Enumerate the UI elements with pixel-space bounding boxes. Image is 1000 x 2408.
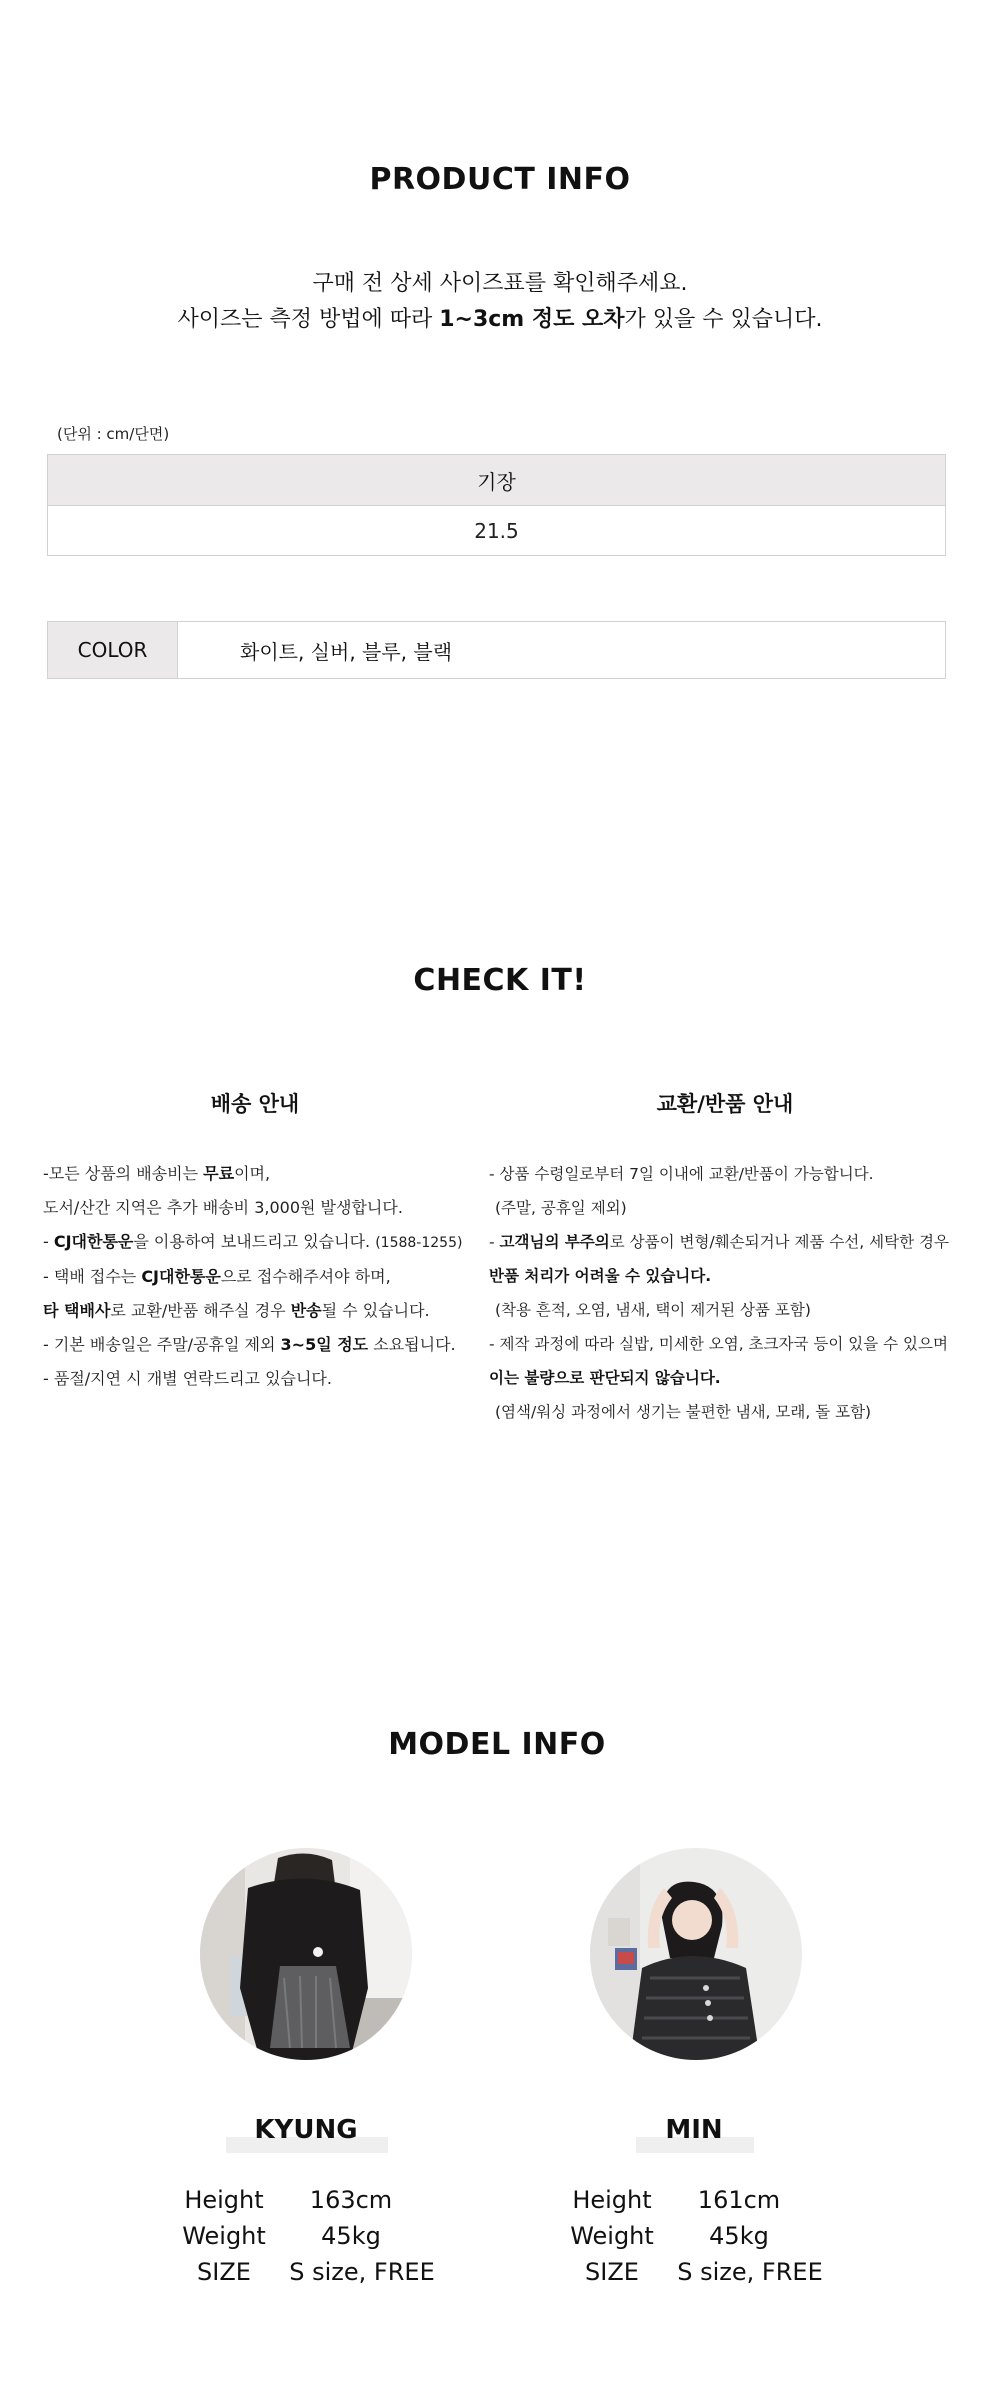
model-photo-kyung-image xyxy=(200,1848,412,2060)
size-value: S size, FREE xyxy=(289,2258,435,2286)
returns-line: - 상품 수령일로부터 7일 이내에 교환/반품이 가능합니다. xyxy=(489,1165,874,1183)
weight-value: 45kg xyxy=(321,2222,381,2250)
model-name: KYUNG xyxy=(254,2115,358,2145)
product-info-title: PRODUCT INFO xyxy=(369,162,631,197)
size-notice-line1: 구매 전 상세 사이즈표를 확인해주세요. xyxy=(312,271,688,296)
model-stats-kyung xyxy=(172,2182,448,2290)
shipping-line: - 품절/지연 시 개별 연락드리고 있습니다. xyxy=(43,1369,332,1388)
unit-label: (단위 : cm/단면) xyxy=(57,425,170,443)
height-label: Height xyxy=(184,2186,264,2214)
size-table xyxy=(47,454,946,556)
size-notice xyxy=(0,266,1000,338)
color-label: COLOR xyxy=(48,622,178,678)
model-info-title: MODEL INFO xyxy=(388,1727,606,1762)
model-photo-min xyxy=(590,1848,802,2060)
shipping-info xyxy=(43,1157,462,1396)
model-name-wrap xyxy=(206,2115,406,2145)
color-row xyxy=(47,621,946,679)
size-header-length: 기장 xyxy=(48,455,945,506)
size-value: S size, FREE xyxy=(677,2258,823,2286)
returns-heading: 교환/반품 안내 xyxy=(656,1092,794,1116)
size-label: SIZE xyxy=(585,2258,639,2286)
color-options: 화이트, 실버, 블루, 블랙 xyxy=(240,639,453,664)
shipping-line: - CJ대한통운을 이용하여 보내드리고 있습니다. (1588-1255) xyxy=(43,1232,463,1251)
model-name: MIN xyxy=(665,2115,723,2145)
shipping-line: -모든 상품의 배송비는 무료이며, xyxy=(43,1164,271,1183)
size-value-length: 21.5 xyxy=(474,518,519,543)
model-stats-min xyxy=(560,2182,836,2290)
model-photo-kyung xyxy=(200,1848,412,2060)
shipping-line: - 택배 접수는 CJ대한통운으로 접수해주셔야 하며, xyxy=(43,1267,391,1286)
returns-line: - 고객님의 부주의로 상품이 변형/훼손되거나 제품 수선, 세탁한 경우 xyxy=(489,1233,949,1251)
shipping-line: - 기본 배송일은 주말/공휴일 제외 3~5일 정도 소요됩니다. xyxy=(43,1335,456,1354)
shipping-line: 타 택배사로 교환/반품 해주실 경우 반송될 수 있습니다. xyxy=(43,1301,430,1320)
check-it-title: CHECK IT! xyxy=(413,963,587,998)
model-photo-min-image xyxy=(590,1848,802,2060)
weight-label: Weight xyxy=(570,2222,654,2250)
returns-info xyxy=(489,1157,949,1429)
size-label: SIZE xyxy=(197,2258,251,2286)
returns-line: (주말, 공휴일 제외) xyxy=(495,1199,627,1217)
height-label: Height xyxy=(572,2186,652,2214)
returns-line: 반품 처리가 어려울 수 있습니다. xyxy=(489,1267,712,1285)
height-value: 163cm xyxy=(309,2186,393,2214)
height-value: 161cm xyxy=(697,2186,781,2214)
size-notice-line2: 사이즈는 측정 방법에 따라 1~3cm 정도 오차가 있을 수 있습니다. xyxy=(177,307,823,332)
shipping-line: 도서/산간 지역은 추가 배송비 3,000원 발생합니다. xyxy=(43,1198,403,1217)
returns-line: (착용 흔적, 오염, 냄새, 택이 제거된 상품 포함) xyxy=(495,1301,811,1319)
weight-value: 45kg xyxy=(709,2222,769,2250)
returns-line: (염색/워싱 과정에서 생기는 불편한 냄새, 모래, 돌 포함) xyxy=(495,1403,872,1421)
returns-line: 이는 불량으로 판단되지 않습니다. xyxy=(489,1369,721,1387)
shipping-heading: 배송 안내 xyxy=(210,1092,300,1116)
model-name-wrap xyxy=(594,2115,794,2145)
returns-line: - 제작 과정에 따라 실밥, 미세한 오염, 초크자국 등이 있을 수 있으며 xyxy=(489,1335,948,1353)
weight-label: Weight xyxy=(182,2222,266,2250)
